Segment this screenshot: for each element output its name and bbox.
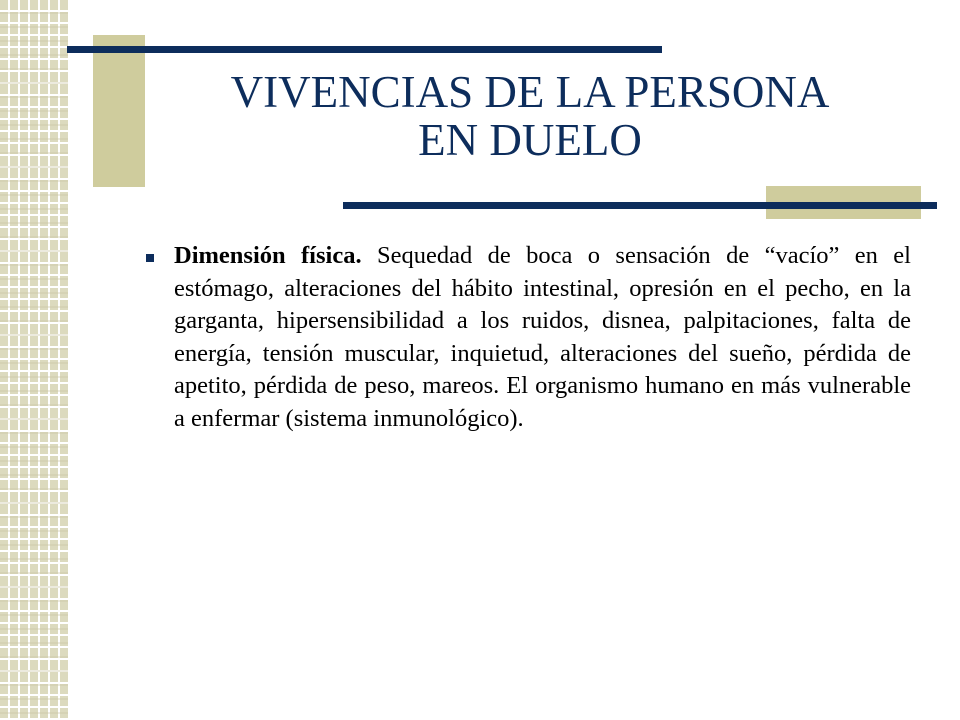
bullet-item <box>140 240 912 435</box>
title-rule-top <box>67 46 662 53</box>
slide-title <box>150 68 910 164</box>
tan-accent-block-top <box>93 35 145 187</box>
bullet-lead: Dimensión física. <box>174 242 362 269</box>
bullet-body: Sequedad de boca o sensación de “vacío” en el estómago, alteraciones del hábito intestinal, opresión en el pecho, en la garganta, hipersensibilidad a los ruidos, disnea, palpitaciones, falta de energía, tensión muscular, inquietud, alteraciones del sueño, pérdida de apetito, pérdida de peso, mareos. El organismo humano en más vulnerable a enfermar (sistema inmunológico). <box>174 242 911 432</box>
square-bullet-icon <box>146 254 154 262</box>
left-stripe-overlay <box>0 0 68 720</box>
slide-title-line-2: EN DUELO <box>418 115 642 165</box>
title-rule-bottom <box>343 202 937 209</box>
bullet-text <box>174 240 911 435</box>
slide-title-line-1: VIVENCIAS DE LA PERSONA <box>230 67 830 117</box>
